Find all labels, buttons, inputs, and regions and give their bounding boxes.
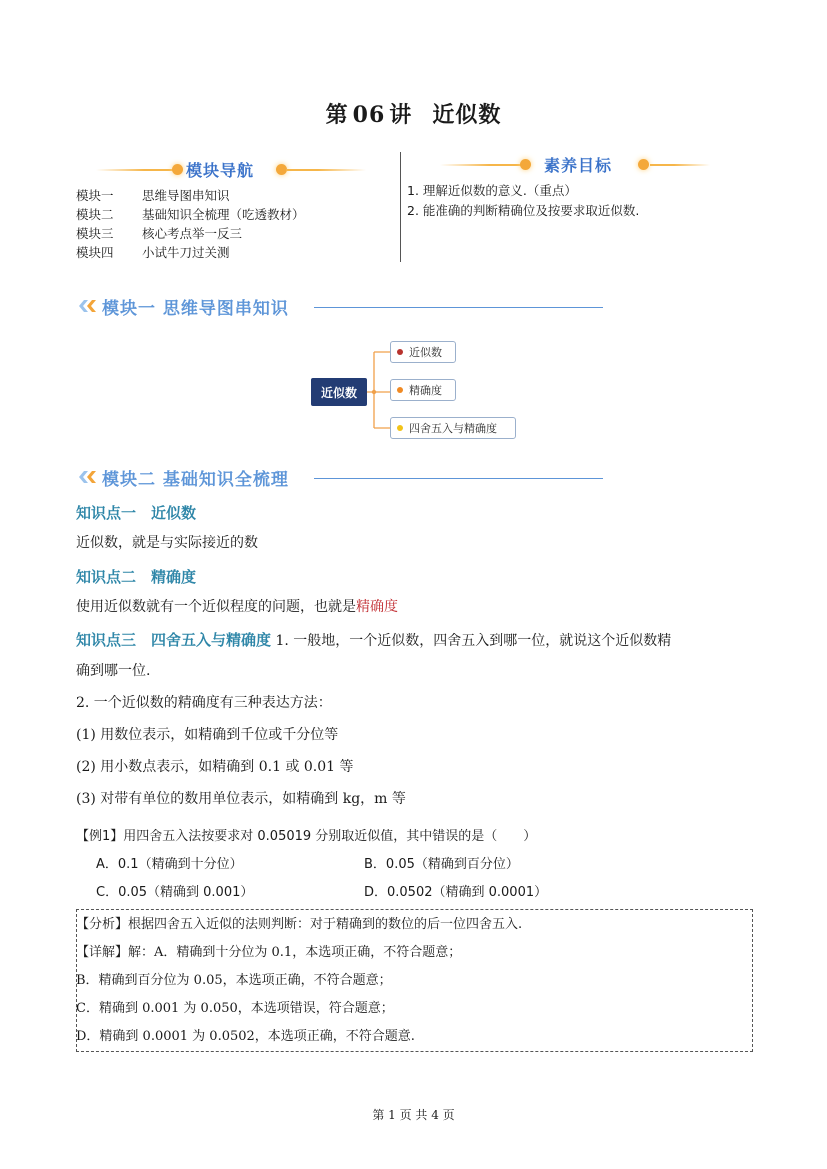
mindmap-branch-2: 精确度 <box>390 379 456 401</box>
bullet-icon <box>397 425 403 431</box>
goals-heading: 素养目标 <box>544 156 613 175</box>
nav-item-2[interactable]: 模块二 基础知识全梳理（吃透教材） <box>76 207 305 222</box>
answer-line-b: B．精确到百分位为 0.05，本选项正确，不符合题意； <box>76 973 392 988</box>
kp3-line6: (3) 对带有单位的数用单位表示，如精确到 kg，m 等 <box>76 791 406 807</box>
kp3-title: 知识点三 四舍五入与精确度 <box>76 631 272 649</box>
nav-item-3[interactable]: 模块三 核心考点举一反三 <box>76 226 243 241</box>
option-a: A．0.1（精确到十分位） <box>96 857 243 872</box>
option-c: C．0.05（精确到 0.001） <box>96 885 254 900</box>
nav-item-4[interactable]: 模块四 小试牛刀过关测 <box>76 245 230 260</box>
kp1-text: 近似数，就是与实际接近的数 <box>76 535 258 551</box>
nav-item-1[interactable]: 模块一 思维导图串知识 <box>76 188 230 203</box>
bullet-icon <box>397 349 403 355</box>
answer-analysis: 【分析】根据四舍五入近似的法则判断：对于精确到的数位的后一位四舍五入. <box>76 917 523 932</box>
nav-banner <box>76 158 396 182</box>
option-d: D．0.0502（精确到 0.0001） <box>364 885 548 900</box>
column-divider <box>400 152 401 262</box>
answer-line-d: D．精确到 0.0001 为 0.0502，本选项正确，不符合题意. <box>76 1029 415 1044</box>
kp3-line3: 2. 一个近似数的精确度有三种表达方法： <box>76 695 332 711</box>
mindmap-branch-3: 四舍五入与精确度 <box>390 417 516 439</box>
kp3-line4: (1) 用数位表示，如精确到千位或千分位等 <box>76 727 339 743</box>
module1-heading: 模块一 思维导图串知识 <box>78 294 603 320</box>
answer-detail: 【详解】解：A．精确到十分位为 0.1，本选项正确，不符合题意； <box>76 945 462 960</box>
kp1-title: 知识点一 近似数 <box>76 504 197 522</box>
goal-item-2: 2. 能准确的判断精确位及按要求取近似数. <box>407 203 640 218</box>
page-title: 第 06 讲 近似数 <box>325 102 502 128</box>
bullet-icon <box>397 387 403 393</box>
kp3-line2: 确到哪一位. <box>76 663 151 679</box>
kp2-text: 使用近似数就有一个近似程度的问题，也就是精确度 <box>76 599 398 615</box>
kp3-line1: 知识点三 四舍五入与精确度 1. 一般地，一个近似数，四舍五入到哪一位，就说这个近似数精 <box>76 631 672 649</box>
mindmap-root: 近似数 <box>311 378 367 406</box>
answer-line-c: C．精确到 0.001 为 0.050，本选项错误，符合题意； <box>76 1001 394 1016</box>
goals-banner <box>440 153 720 177</box>
page-number: 第 1 页 共 4 页 <box>372 1108 455 1122</box>
double-chevron-icon <box>78 297 100 315</box>
double-chevron-icon <box>78 468 100 486</box>
goal-item-1: 1. 理解近似数的意义.（重点） <box>407 183 577 198</box>
kp3-line5: (2) 用小数点表示，如精确到 0.1 或 0.01 等 <box>76 759 354 775</box>
mindmap-branch-1: 近似数 <box>390 341 456 363</box>
option-b: B．0.05（精确到百分位） <box>364 857 519 872</box>
module2-heading: 模块二 基础知识全梳理 <box>78 465 603 491</box>
highlight-term: 精确度 <box>356 599 398 615</box>
kp2-title: 知识点二 精确度 <box>76 568 197 586</box>
example-stem: 【例1】用四舍五入法按要求对 0.05019 分别取近似值，其中错误的是（ ） <box>76 829 537 844</box>
nav-heading: 模块导航 <box>186 161 255 180</box>
